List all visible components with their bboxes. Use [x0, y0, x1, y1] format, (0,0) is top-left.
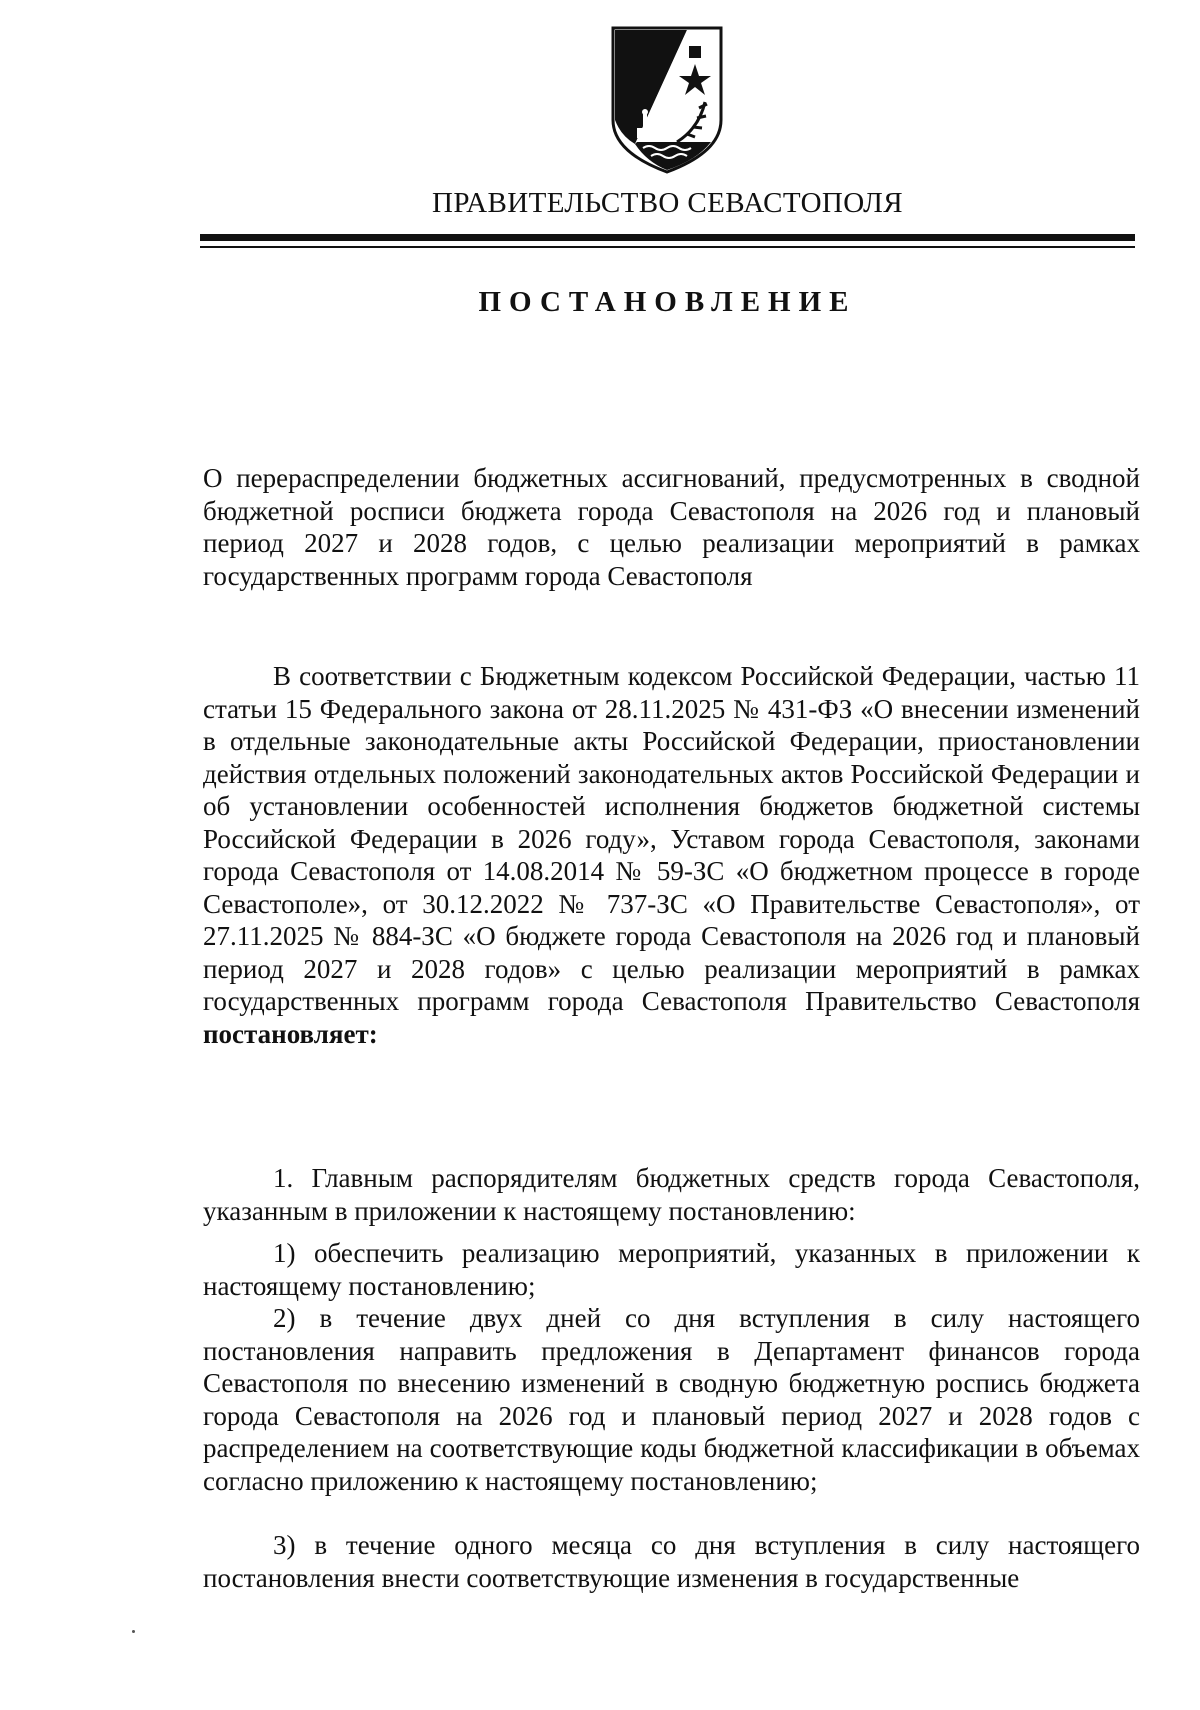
- preamble-text: В соответствии с Бюджетным кодексом Российской Федерации, частью 11 статьи 15 Федерального закона от 28.11.2025 № 431-ФЗ «О внесении изменений в отдельные законодательные акты Российской Федерации, приостановлении действия отдельных положений законодательных актов Российской Федерации и об установлении особенностей исполнения бюджетов бюджетной системы Российской Федерации в 2026 году», Уставом города Севастополя, законами города Севастополя от 14.08.2014 № 59-ЗС «О бюджетном процессе в городе Севастополе», от 30.12.2022 № 737-ЗС «О Правительстве Севастополя», от 27.11.2025 № 884-ЗС «О бюджете города Севастополя на 2026 год и плановый период 2027 и 2028 годов» с целью реализации мероприятий в рамках государственных программ города Севастополя Правительство Севастополя: [203, 661, 1140, 1016]
- document-subject: О перераспределении бюджетных ассигнований, предусмотренных в сводной бюджетной росписи бюджета города Севастополя на 2026 год и плановый период 2027 и 2028 годов, с целью реализации мероприятий в рамках государственных программ города Севастополя: [203, 463, 1140, 591]
- organization-name: ПРАВИТЕЛЬСТВО СЕВАСТОПОЛЯ: [432, 187, 903, 219]
- document-type: ПОСТАНОВЛЕНИЕ: [478, 286, 857, 318]
- scan-speck: [132, 1630, 135, 1633]
- clause-1-3: 3) в течение одного месяца со дня вступления в силу настоящего постановления внести соответствующие изменения в государственные: [203, 1530, 1140, 1593]
- header-rule-thick: [200, 234, 1135, 241]
- clause-1: 1. Главным распорядителям бюджетных средств города Севастополя, указанным в приложении к настоящему постановлению:: [203, 1163, 1140, 1226]
- clause-1-2: 2) в течение двух дней со дня вступления в силу настоящего постановления направить предложения в Департамент финансов города Севастополя по внесению изменений в сводную бюджетную роспись бюджета города Севастополя на 2026 год и плановый период 2027 и 2028 годов с распределением на соответствующие коды бюджетной классификации в объемах согласно приложению к настоящему постановлению;: [203, 1303, 1140, 1496]
- clause-1-1: 1) обеспечить реализацию мероприятий, указанных в приложении к настоящему постановлению;: [203, 1238, 1140, 1301]
- resolves-word: постановляет:: [203, 1018, 378, 1049]
- coat-of-arms-icon: [607, 24, 727, 176]
- preamble: [203, 660, 1140, 1050]
- header-rule-thin: [200, 246, 1135, 248]
